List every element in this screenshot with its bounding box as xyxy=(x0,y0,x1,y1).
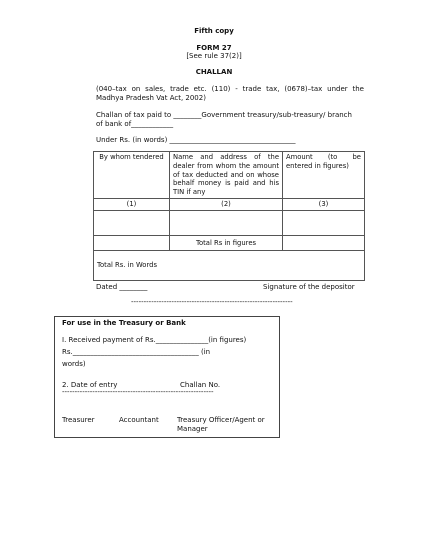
treasurer-label: Treasurer xyxy=(62,416,95,424)
total-words-row xyxy=(94,250,365,280)
paid-to-line: Challan of tax paid to ________Government treasury/sub-treasury/ branch xyxy=(96,111,352,119)
rs-line: Rs.____________________________________ (in xyxy=(62,348,211,356)
treasury-officer-label: Treasury Officer/Agent or xyxy=(177,416,265,424)
page-title: CHALLAN xyxy=(195,68,233,76)
total-figures-label: Total Rs in figures xyxy=(170,235,283,250)
bank-of-line: of bank of____________ xyxy=(96,120,174,128)
date-of-entry-label: 2. Date of entry xyxy=(62,381,118,389)
col-amount-header: Amount (to be entered in figures) xyxy=(283,152,365,199)
col-3-number: (3) xyxy=(283,199,365,211)
col-dealer-header: Name and address of the dealer from whom the amount of tax deducted and on whose behalf money is paid and his TIN if any xyxy=(170,152,283,199)
by-whom-cell[interactable] xyxy=(94,210,170,235)
table-header-row xyxy=(94,152,365,199)
col-by-whom-header: By whom tendered xyxy=(94,152,170,199)
total-figures-blank xyxy=(94,235,170,250)
treasury-bank-box xyxy=(54,316,280,438)
amount-cell[interactable] xyxy=(283,210,365,235)
depositor-signature-label: Signature of the depositor xyxy=(263,283,355,291)
table-number-row xyxy=(94,199,365,211)
total-words-label: Total Rs. in Words xyxy=(94,250,365,280)
tax-heads-text: (040–tax on sales, trade etc. (110) - trade tax, (0678)–tax under the Madhya Pradesh Vat Act, 2002) xyxy=(96,85,364,103)
table-entry-row xyxy=(94,210,365,235)
total-figures-cell[interactable] xyxy=(283,235,365,250)
separator-line: ---------------------------------------------------------------- xyxy=(131,298,293,306)
words-label: words) xyxy=(62,360,86,368)
challan-no-label: Challan No. xyxy=(180,381,221,389)
challan-table xyxy=(93,151,365,281)
form-number: FORM 27 xyxy=(196,44,232,52)
copy-label: Fifth copy xyxy=(194,27,234,35)
col-2-number: (2) xyxy=(170,199,283,211)
total-figures-row xyxy=(94,235,365,250)
accountant-label: Accountant xyxy=(119,416,159,424)
received-payment-line: I. Received payment of Rs._______________(in figures) xyxy=(62,336,247,344)
dealer-cell[interactable] xyxy=(170,210,283,235)
under-rs-words-line: Under Rs. (in words) ____________________________________ xyxy=(96,136,296,144)
treasury-heading: For use in the Treasury or Bank xyxy=(62,319,186,327)
rule-reference: [See rule 37(2)] xyxy=(186,52,242,60)
dated-line: Dated ________ xyxy=(96,283,148,291)
treasury-separator: ------------------------------------------------------------ xyxy=(62,388,214,396)
col-1-number: (1) xyxy=(94,199,170,211)
manager-label: Manager xyxy=(177,425,208,433)
